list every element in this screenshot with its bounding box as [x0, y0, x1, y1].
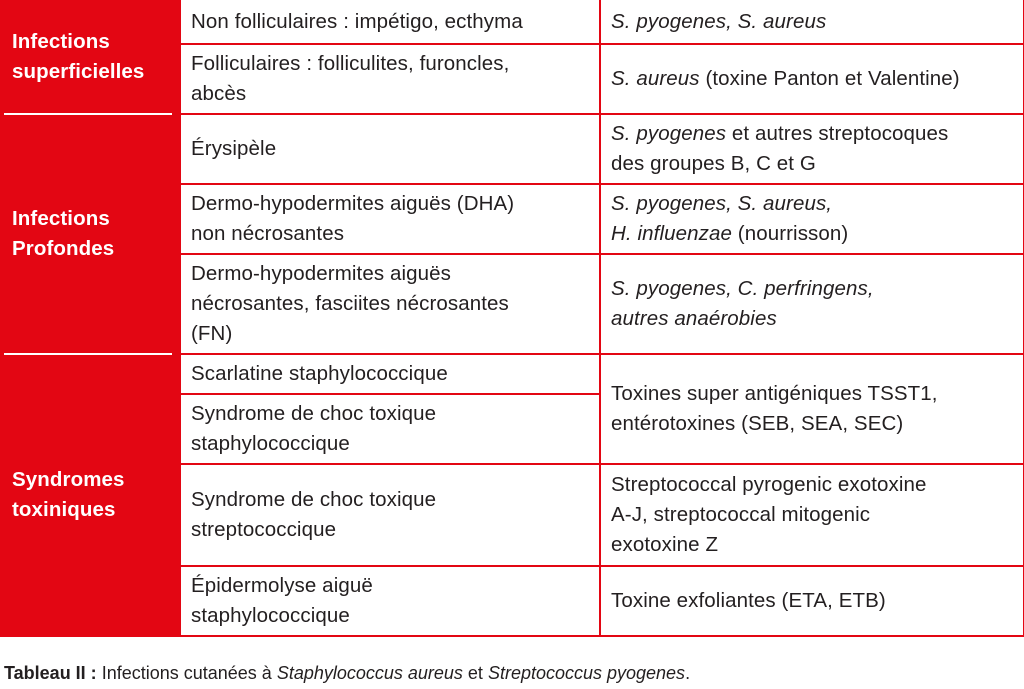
condition-cell: Folliculaires : folliculites, furoncles, abcès [180, 44, 600, 114]
germ-cell: S. aureus (toxine Panton et Valentine) [600, 44, 1024, 114]
condition-cell: Syndrome de choc toxique staphylococcique [180, 394, 600, 464]
germ-cell: Streptococcal pyrogenic exotoxine A-J, streptococcal mitogenic exotoxine Z [600, 464, 1024, 566]
category-divider [4, 113, 172, 115]
condition-cell: Dermo-hypodermites aiguës (DHA) non nécrosantes [180, 184, 600, 254]
germ-cell: S. pyogenes et autres streptocoques des groupes B, C et G [600, 114, 1024, 184]
germ-cell: S. pyogenes, S. aureus [600, 0, 1024, 44]
category-divider [4, 353, 172, 355]
germ-cell: Toxines super antigéniques TSST1, entérotoxines (SEB, SEA, SEC) [600, 354, 1024, 464]
condition-cell: Épidermolyse aiguë staphylococcique [180, 566, 600, 636]
category-infections-superficielles: Infections superficielles [0, 0, 180, 114]
table-row [0, 0, 1024, 44]
condition-cell: Syndrome de choc toxique streptococcique [180, 464, 600, 566]
condition-cell: Érysipèle [180, 114, 600, 184]
condition-cell: Dermo-hypodermites aiguës nécrosantes, fasciites nécrosantes (FN) [180, 254, 600, 354]
category-syndromes-toxiniques: Syndromes toxiniques [0, 354, 180, 636]
condition-cell: Scarlatine staphylococcique [180, 354, 600, 394]
table-caption: Tableau II : Infections cutanées à Staphylococcus aureus et Streptococcus pyogenes. [4, 663, 691, 683]
condition-cell: Non folliculaires : impétigo, ecthyma [180, 0, 600, 44]
germ-cell: S. pyogenes, S. aureus, H. influenzae (nourrisson) [600, 184, 1024, 254]
germ-cell: S. pyogenes, C. perfringens, autres anaérobies [600, 254, 1024, 354]
category-infections-profondes: Infections Profondes [0, 114, 180, 354]
germ-cell: Toxine exfoliantes (ETA, ETB) [600, 566, 1024, 636]
table-row [0, 354, 1024, 394]
table-row [0, 114, 1024, 184]
